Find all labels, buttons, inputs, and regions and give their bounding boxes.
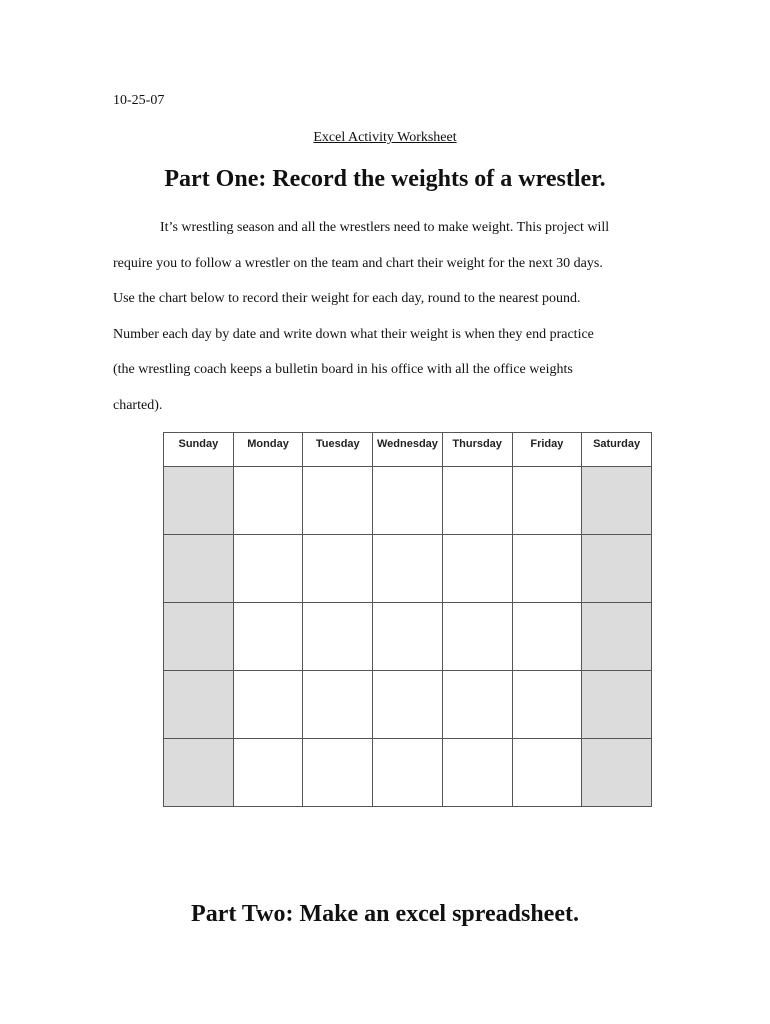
- day-cell-sunday[interactable]: [164, 739, 234, 807]
- day-cell-thursday[interactable]: [442, 603, 512, 671]
- day-cell-friday[interactable]: [512, 671, 582, 739]
- day-cell-monday[interactable]: [233, 739, 303, 807]
- day-cell-monday[interactable]: [233, 671, 303, 739]
- day-header-sunday: Sunday: [164, 433, 234, 467]
- day-cell-saturday[interactable]: [582, 535, 652, 603]
- day-cell-thursday[interactable]: [442, 535, 512, 603]
- day-cell-saturday[interactable]: [582, 671, 652, 739]
- worksheet-subtitle: Excel Activity Worksheet: [313, 130, 457, 145]
- day-cell-tuesday[interactable]: [303, 739, 373, 807]
- calendar-week-row: [164, 603, 652, 671]
- day-header-saturday: Saturday: [582, 433, 652, 467]
- day-cell-sunday[interactable]: [164, 535, 234, 603]
- day-cell-tuesday[interactable]: [303, 467, 373, 535]
- document-date: 10-25-07: [113, 93, 165, 108]
- day-cell-wednesday[interactable]: [373, 671, 443, 739]
- day-cell-wednesday[interactable]: [373, 467, 443, 535]
- day-header-friday: Friday: [512, 433, 582, 467]
- day-cell-sunday[interactable]: [164, 467, 234, 535]
- paragraph-line: require you to follow a wrestler on the team and chart their weight for the next 30 days.: [113, 256, 603, 271]
- day-cell-saturday[interactable]: [582, 467, 652, 535]
- paragraph-line: charted).: [113, 398, 163, 413]
- day-cell-tuesday[interactable]: [303, 535, 373, 603]
- day-cell-saturday[interactable]: [582, 603, 652, 671]
- day-header-monday: Monday: [233, 433, 303, 467]
- day-cell-sunday[interactable]: [164, 671, 234, 739]
- paragraph-line: Number each day by date and write down what their weight is when they end practice: [113, 327, 594, 342]
- day-header-thursday: Thursday: [442, 433, 512, 467]
- calendar-week-row: [164, 535, 652, 603]
- paragraph-line: Use the chart below to record their weight for each day, round to the nearest pound.: [113, 291, 581, 306]
- calendar-week-row: [164, 671, 652, 739]
- weight-calendar: [163, 432, 652, 807]
- day-cell-tuesday[interactable]: [303, 671, 373, 739]
- day-cell-monday[interactable]: [233, 535, 303, 603]
- part-one-heading: Part One: Record the weights of a wrestler.: [164, 166, 606, 192]
- day-cell-thursday[interactable]: [442, 467, 512, 535]
- day-cell-monday[interactable]: [233, 467, 303, 535]
- day-cell-wednesday[interactable]: [373, 603, 443, 671]
- day-cell-wednesday[interactable]: [373, 535, 443, 603]
- part-two-heading: Part Two: Make an excel spreadsheet.: [191, 901, 579, 927]
- calendar-week-row: [164, 467, 652, 535]
- calendar-header-row: [164, 433, 652, 467]
- day-cell-friday[interactable]: [512, 467, 582, 535]
- day-cell-sunday[interactable]: [164, 603, 234, 671]
- day-cell-friday[interactable]: [512, 535, 582, 603]
- day-cell-wednesday[interactable]: [373, 739, 443, 807]
- day-cell-friday[interactable]: [512, 739, 582, 807]
- calendar-week-row: [164, 739, 652, 807]
- day-cell-tuesday[interactable]: [303, 603, 373, 671]
- calendar-body: [164, 467, 652, 807]
- paragraph-line: It’s wrestling season and all the wrestlers need to make weight. This project will: [160, 220, 610, 235]
- day-cell-thursday[interactable]: [442, 739, 512, 807]
- day-cell-friday[interactable]: [512, 603, 582, 671]
- day-cell-saturday[interactable]: [582, 739, 652, 807]
- day-cell-monday[interactable]: [233, 603, 303, 671]
- day-cell-thursday[interactable]: [442, 671, 512, 739]
- paragraph-line: (the wrestling coach keeps a bulletin board in his office with all the office weights: [113, 362, 573, 377]
- day-header-tuesday: Tuesday: [303, 433, 373, 467]
- day-header-wednesday: Wednesday: [373, 433, 443, 467]
